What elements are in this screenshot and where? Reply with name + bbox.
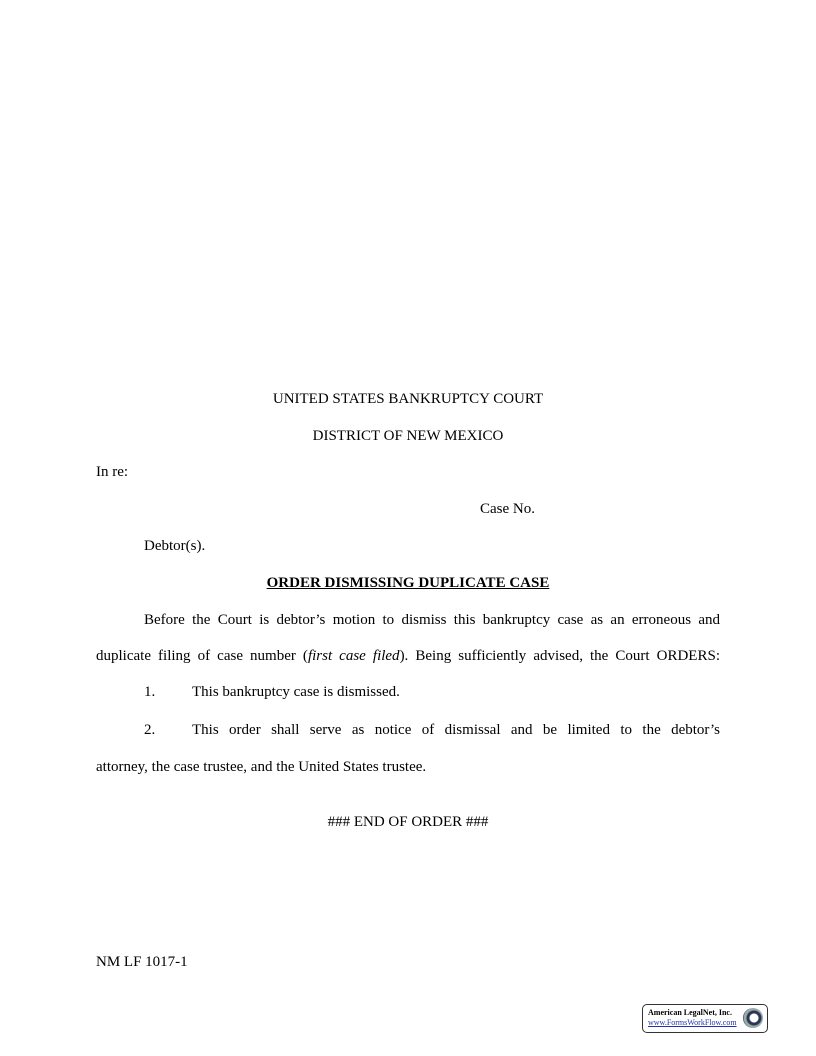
form-id: NM LF 1017-1 xyxy=(96,954,188,970)
item-1-text: This bankruptcy case is dismissed. xyxy=(192,684,400,700)
item-2-number: 2. xyxy=(144,722,156,738)
globe-logo-icon xyxy=(743,1008,763,1028)
order-title: ORDER DISMISSING DUPLICATE CASE xyxy=(266,575,550,591)
item-2-continuation: attorney, the case trustee, and the United States trustee. xyxy=(96,759,427,775)
item-1-number: 1. xyxy=(144,684,156,700)
paragraph-1-line-2 xyxy=(96,647,720,665)
debtor-label: Debtor(s). xyxy=(144,538,206,554)
placeholder-first-case-filed: first case filed xyxy=(307,648,400,664)
badge-name: American LegalNet, Inc. xyxy=(648,1008,732,1017)
text: duplicate filing of case number ( xyxy=(96,648,308,664)
in-re-label: In re: xyxy=(96,464,129,480)
end-of-order: ### END OF ORDER ### xyxy=(327,814,489,830)
court-name: UNITED STATES BANKRUPTCY COURT xyxy=(272,391,544,407)
item-2-text: This order shall serve as notice of dismissal and be limited to the debtor’s xyxy=(192,722,720,738)
badge-url-link[interactable]: www.FormsWorkFlow.com xyxy=(648,1018,737,1027)
text: ). Being sufficiently advised, the Court ORDERS: xyxy=(399,648,720,664)
court-district: DISTRICT OF NEW MEXICO xyxy=(312,428,504,444)
case-no-label: Case No. xyxy=(480,501,535,517)
american-legalnet-badge[interactable] xyxy=(642,1004,768,1033)
paragraph-1-line-1: Before the Court is debtor’s motion to dismiss this bankruptcy case as an erroneous and xyxy=(144,612,720,628)
